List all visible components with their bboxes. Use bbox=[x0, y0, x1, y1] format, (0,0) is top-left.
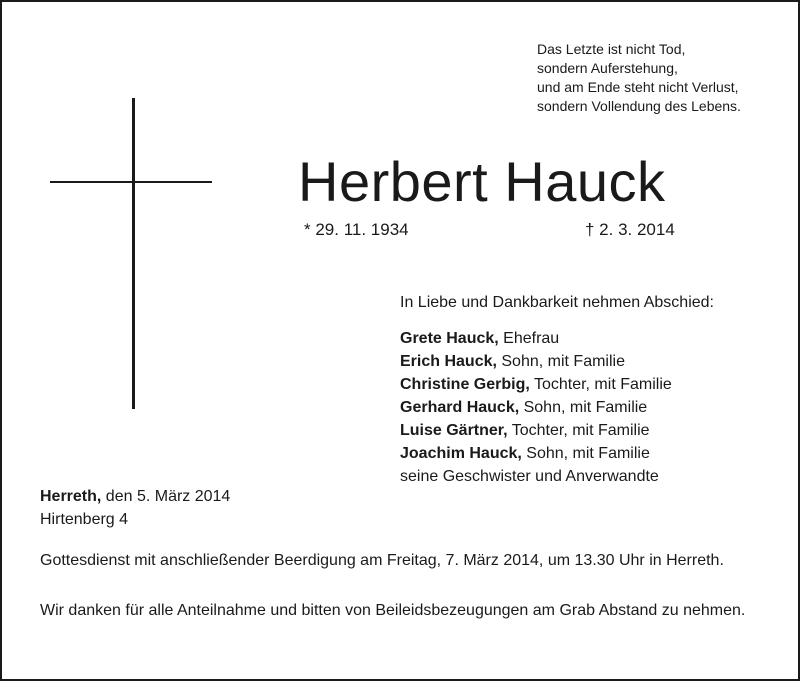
mourners-closing: seine Geschwister und Anverwandte bbox=[400, 468, 659, 485]
mourner-name: Erich Hauck, bbox=[400, 353, 497, 370]
quote-line: Das Letzte ist nicht Tod, bbox=[537, 41, 686, 57]
service-announcement: Gottesdienst mit anschließender Beerdigung am Freitag, 7. März 2014, um 13.30 Uhr in Herreth. bbox=[40, 552, 724, 569]
deceased-name: Herbert Hauck bbox=[298, 150, 666, 213]
thanks-note: Wir danken für alle Anteilnahme und bitten von Beileidsbezeugungen am Grab Abstand zu nehmen. bbox=[40, 602, 746, 619]
quote-block bbox=[537, 40, 787, 116]
mourner-name: Joachim Hauck, bbox=[400, 445, 522, 462]
mourner-relation: Sohn, mit Familie bbox=[519, 399, 648, 416]
quote-line: und am Ende steht nicht Verlust, bbox=[537, 79, 739, 95]
place-address: Hirtenberg 4 bbox=[40, 511, 129, 528]
mourner-row bbox=[400, 419, 672, 442]
mourner-relation: Ehefrau bbox=[498, 330, 560, 347]
farewell-intro: In Liebe und Dankbarkeit nehmen Abschied: bbox=[400, 294, 714, 311]
mourner-row bbox=[400, 396, 672, 419]
birth-date: * 29. 11. 1934 bbox=[304, 220, 409, 239]
place-block bbox=[40, 485, 230, 531]
mourner-name: Luise Gärtner, bbox=[400, 422, 508, 439]
place-town: Herreth, bbox=[40, 488, 102, 505]
mourner-row bbox=[400, 350, 672, 373]
mourner-row bbox=[400, 327, 672, 350]
cross-icon-bar bbox=[50, 181, 212, 183]
mourner-row bbox=[400, 373, 672, 396]
mourner-relation: Sohn, mit Familie bbox=[496, 353, 625, 370]
cross-icon bbox=[132, 98, 135, 409]
quote-line: sondern Vollendung des Lebens. bbox=[537, 98, 741, 114]
mourners-list bbox=[400, 327, 672, 488]
mourner-relation: Sohn, mit Familie bbox=[521, 445, 650, 462]
mourner-row bbox=[400, 442, 672, 465]
mourner-relation: Tochter, mit Familie bbox=[529, 376, 672, 393]
mourner-name: Christine Gerbig, bbox=[400, 376, 530, 393]
quote-line: sondern Auferstehung, bbox=[537, 60, 678, 76]
death-date: † 2. 3. 2014 bbox=[585, 220, 675, 239]
mourner-name: Gerhard Hauck, bbox=[400, 399, 520, 416]
mourner-relation: Tochter, mit Familie bbox=[507, 422, 650, 439]
place-date: den 5. März 2014 bbox=[101, 488, 231, 505]
mourner-name: Grete Hauck, bbox=[400, 330, 499, 347]
